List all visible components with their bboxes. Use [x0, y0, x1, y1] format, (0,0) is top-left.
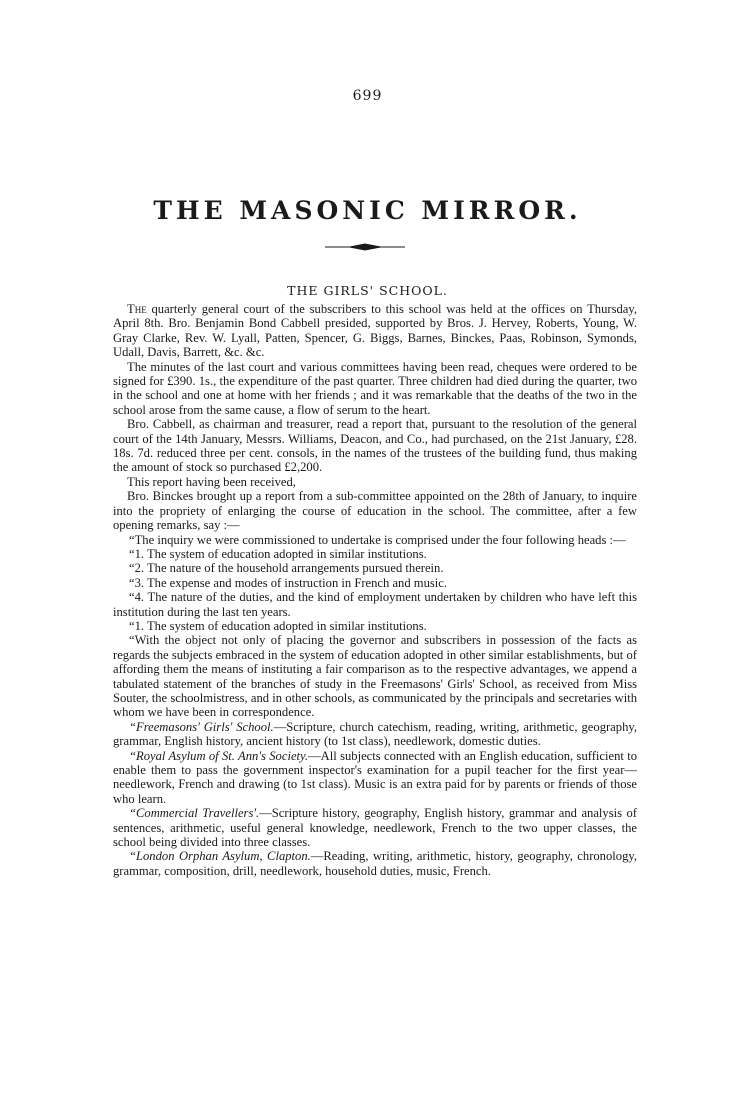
paragraph-lead: The: [127, 302, 147, 316]
list-item: “1. The system of education adopted in similar institutions.: [129, 618, 427, 633]
ornament-rule-icon: [325, 242, 405, 252]
paragraph: [113, 302, 637, 360]
school-name: “Royal Asylum of St. Ann's Society.: [129, 748, 309, 763]
list-item: “3. The expense and modes of instruction in French and music.: [129, 575, 448, 590]
paragraph: Bro. Cabbell, as chairman and treasurer, read a report that, pursuant to the resolution of the general court of the 14th January, Messrs. Williams, Deacon, and Co., had purchased, on the 21st January, £28. 18s. 7d. reduced three per cent. consols, in the names of the trustees of the building fund, thus making the amount of stock so purchased £2,200.: [113, 417, 637, 475]
school-name: “London Orphan Asylum, Clapton.: [129, 849, 311, 864]
paragraph-text: —All subjects connected with an English education, sufficient to enable them to pass the government inspector's examination for a pupil teacher for the first year—needlework, French and drawing (to 1st class). Music is an extra paid for by parents or friends of those who learn.: [113, 748, 637, 806]
section-title: THE GIRLS' SCHOOL.: [287, 283, 448, 298]
paragraph: “The inquiry we were commissioned to undertake is comprised under the four following heads :—: [129, 532, 626, 547]
paragraph-text: —Scripture history, geography, English history, grammar and analysis of sentences, arithmetic, useful general knowledge, needlework, French to the two upper classes, the school being divided into three classes.: [113, 806, 637, 850]
paragraph: [113, 806, 637, 849]
masthead-title: THE MASONIC MIRROR.: [153, 196, 582, 225]
paragraph: “With the object not only of placing the governor and subscribers in possession of the facts as regards the subjects embraced in the system of education adopted in other similar establishments, but of affording them the means of instituting a fair comparison as to the respective advantages, we append a tabulated statement of the branches of study in the Freemasons' Girls' School, as received from Miss Souter, the schoolmistress, and in other schools, as communicated by the principals and secretaries with whom we have been in correspondence.: [113, 633, 637, 720]
page-number: 699: [352, 88, 383, 104]
list-item: “2. The nature of the household arrangements pursued therein.: [129, 561, 444, 576]
paragraph: [113, 720, 637, 749]
article-body: [113, 302, 637, 878]
list-item: “1. The system of education adopted in similar institutions.: [129, 546, 427, 561]
paragraph: Bro. Binckes brought up a report from a sub-committee appointed on the 28th of January, to inquire into the propriety of enlarging the course of education in the school. The committee, after a few opening remarks, say :—: [113, 489, 637, 533]
paragraph: The minutes of the last court and various committees having been read, cheques were ordered to be signed for £390. 1s., the expenditure of the past quarter. Three children had died during the quarter, two in the school and one at home with her friends ; and it was remarkable that the deaths of the two in the school arose from the same cause, a flow of serum to the heart.: [113, 359, 637, 417]
school-name: “Commercial Travellers'.: [129, 806, 260, 821]
paragraph: [113, 749, 637, 807]
paragraph: [113, 849, 637, 878]
school-name: “Freemasons' Girls' School.: [129, 719, 274, 734]
paragraph-text: —Scripture, church catechism, reading, writing, arithmetic, geography, grammar, English history, ancient history (to 1st class), needlework, domestic duties.: [113, 719, 637, 749]
paragraph: This report having been received,: [127, 474, 296, 489]
paragraph-text: —Reading, writing, arithmetic, history, geography, chronology, grammar, composition, drill, needlework, household duties, music, French.: [113, 849, 637, 878]
paragraph-text: quarterly general court of the subscribers to this school was held at the offices on Thursday, April 8th. Bro. Benjamin Bond Cabbell presided, supported by Bros. J. Hervey, Roberts, Young, W. Gray Clarke, Rev. W. Lyall, Patten, Spencer, G. Biggs, Barnes, Binckes, Paas, Robinson, Symonds, Udall, Davis, Barrett, &c. &c.: [113, 302, 637, 360]
list-item: “4. The nature of the duties, and the kind of employment undertaken by children who have left this institution during the last ten years.: [113, 590, 637, 619]
